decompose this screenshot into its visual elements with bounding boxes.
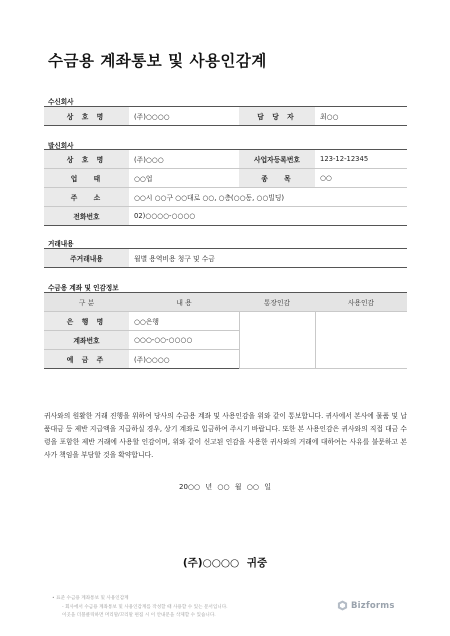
date-line: 20○○ 년 ○○ 월 ○○ 일 [179, 483, 271, 491]
table-row [44, 150, 407, 169]
note-line: 이곳을 더블클릭하면 머리말/꼬리말 편집 시 이 안내문을 삭제할 수 있습니다. [62, 613, 216, 618]
note-line: • 표준 수금용 계좌통보 및 사용인감계 [52, 596, 129, 601]
sender-address-value[interactable]: ○○시 ○○구 ○○대로 ○○, ○층(○○동, ○○빌딩) [129, 188, 407, 207]
table-row [44, 207, 407, 226]
header-bank-seal: 통장인감 [239, 293, 315, 312]
table-row [44, 169, 407, 188]
table-row [44, 107, 407, 126]
account-holder-label: 예 금 주 [44, 350, 129, 369]
body-paragraph: 귀사와의 원활한 거래 진행을 위하여 당사의 수금용 계좌 및 사용인감을 위와 같이 통보합니다. 귀사에서 본사에 물품 및 납품대금 등 제반 지급액을 지급하실 경우, 상기 계좌로 입금하여 주시기 바랍니다. 또한 본 사용인감은 귀사와의 직접 대금 수령을 포함한 제반 거래에 사용할 인감이며, 위와 같이 신고된 인감을 사용한 귀사와의 거래에 대하여는 사유를 불문하고 본사가 책임을 부담할 것을 확약합니다. [44, 412, 407, 459]
note-line: - 회사에서 수금용 계좌통보 및 사용인감계를 작성할 때 사용할 수 있는 문서입니다. [62, 604, 228, 610]
account-section-label: 수금용 계좌 및 인감정보 [48, 284, 119, 292]
table-row [44, 312, 407, 331]
bank-seal-box[interactable] [239, 312, 315, 369]
sender-business-value[interactable]: ○○업 [129, 169, 239, 188]
sender-company-label: 상 호 명 [44, 150, 129, 169]
recipient-contact-label: 담 당 자 [239, 107, 315, 126]
account-number-label: 계좌번호 [44, 331, 129, 350]
document-title: 수금용 계좌통보 및 사용인감계 [48, 52, 267, 70]
recipient-company-label: 상 호 명 [44, 107, 129, 126]
sender-business-label: 업 태 [44, 169, 129, 188]
sender-address-label: 주 소 [44, 188, 129, 207]
transaction-table [44, 248, 407, 268]
header-use-seal: 사용인감 [315, 293, 407, 312]
bank-name-value[interactable]: ○○은행 [129, 312, 239, 331]
account-holder-value[interactable]: (주)○○○○ [129, 350, 239, 369]
header-content: 내 용 [129, 293, 239, 312]
sender-item-value[interactable]: ○○ [315, 169, 407, 188]
table-row [44, 188, 407, 207]
addressee: (주)○○○○ 귀중 [182, 557, 268, 569]
sender-item-label: 종 목 [239, 169, 315, 188]
recipient-table [44, 106, 407, 126]
sender-biz-no-label: 사업자등록번호 [239, 150, 315, 169]
transaction-section-label: 거래내용 [48, 240, 74, 248]
bizforms-logo [337, 600, 395, 611]
use-seal-box[interactable] [315, 312, 407, 369]
header-category: 구 분 [44, 293, 129, 312]
footer-notes [52, 595, 228, 621]
bank-name-label: 은 행 명 [44, 312, 129, 331]
account-table [44, 292, 407, 369]
transaction-main-value[interactable]: 월별 용역비용 청구 및 수금 [129, 249, 407, 268]
recipient-contact-value[interactable]: 최○○ [315, 107, 407, 126]
recipient-section-label: 수신회사 [48, 98, 74, 106]
table-header-row [44, 293, 407, 312]
recipient-company-value[interactable]: (주)○○○○ [129, 107, 239, 126]
sender-biz-no-value[interactable]: 123-12-12345 [315, 150, 407, 169]
sender-phone-label: 전화번호 [44, 207, 129, 226]
transaction-main-label: 주거래내용 [44, 249, 129, 268]
sender-company-value[interactable]: (주)○○○ [129, 150, 239, 169]
table-row [44, 249, 407, 268]
account-number-value[interactable]: ○○○-○○-○○○○ [129, 331, 239, 350]
bizforms-logo-icon [337, 600, 348, 611]
sender-phone-value[interactable]: 02)○○○○-○○○○ [129, 207, 407, 226]
sender-table [44, 149, 407, 226]
logo-text: Bizforms [351, 600, 395, 611]
sender-section-label: 발신회사 [48, 142, 74, 150]
